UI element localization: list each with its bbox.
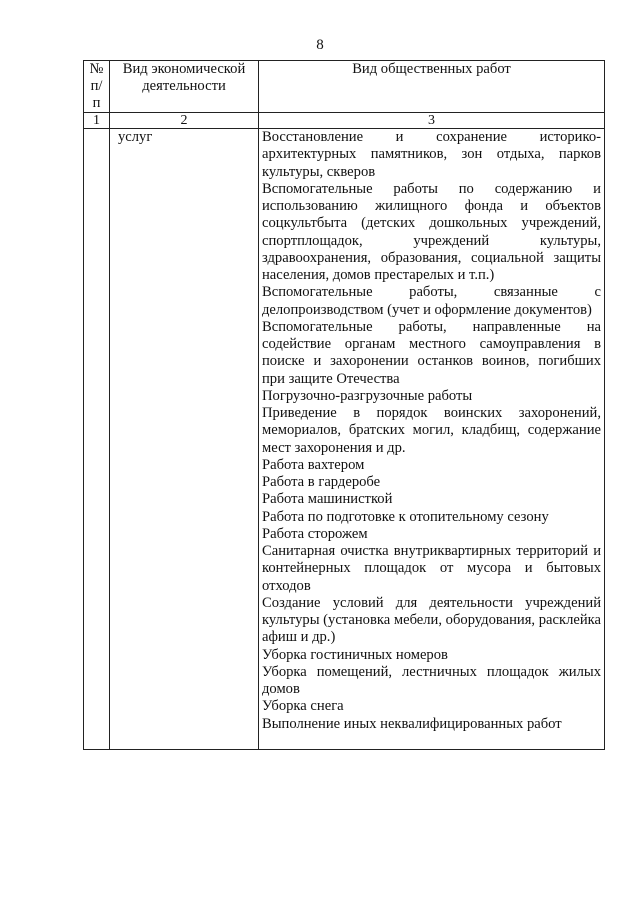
column-number-2: 2 <box>110 113 259 129</box>
header-row <box>84 61 605 113</box>
list-item: Работа в гардеробе <box>262 474 381 490</box>
list-item: Выполнение иных неквалифицированных работ <box>262 715 562 732</box>
header-work: Вид общественных работ <box>259 61 605 113</box>
column-number-row <box>84 113 605 129</box>
list-item: Уборка гостиничных номеров <box>262 646 448 663</box>
header-num: № п/п <box>84 61 110 113</box>
list-item: Вспомогательные работы по содержанию и использованию жилищного фонда и объектов соцкультбыта (детских дошкольных учреждений, спортплощадок, учреждений культуры, здравоохранения, образования, социальной защиты населения, домов престарелых и т.п.) <box>262 180 601 283</box>
list-item: Погрузочно-разгрузочные работы <box>262 387 473 404</box>
list-item: Работа вахтером <box>262 456 365 473</box>
works-list <box>262 129 601 733</box>
list-item: Работа машинисткой <box>262 491 393 508</box>
list-item: Восстановление и сохранение историко-архитектурных памятников, зон отдыха, парков культуры, скверов <box>262 129 601 180</box>
list-item: Создание условий для деятельности учреждений культуры (установка мебели, оборудования, расклейка афиш и др.) <box>262 594 601 646</box>
page-number: 8 <box>316 37 324 53</box>
public-works-table <box>83 60 605 750</box>
list-item: Уборка помещений, лестничных площадок жилых домов <box>262 663 601 697</box>
list-item: Приведение в порядок воинских захоронений, мемориалов, братских могил, кладбищ, содержание мест захоронения и др. <box>262 405 601 456</box>
list-item: Работа сторожем <box>262 525 368 542</box>
column-number-1: 1 <box>84 113 110 129</box>
list-item: Вспомогательные работы, связанные с делопроизводством (учет и оформление документов) <box>262 284 601 318</box>
sector-cell: услуг <box>110 129 259 750</box>
row-num-cell <box>84 129 110 750</box>
list-item: Уборка снега <box>262 698 344 715</box>
list-item: Санитарная очистка внутриквартирных территорий и контейнерных площадок от мусора и бытовых отходов <box>262 543 601 594</box>
table-row <box>84 129 605 750</box>
list-item: Вспомогательные работы, направленные на содействие органам местного самоуправления в поиске и захоронении останков воинов, погибших при защите Отечества <box>262 318 601 387</box>
works-cell <box>259 129 605 750</box>
header-sector: Вид экономической деятельности <box>110 61 259 113</box>
list-item: Работа по подготовке к отопительному сезону <box>262 508 549 525</box>
column-number-3: 3 <box>259 113 605 129</box>
